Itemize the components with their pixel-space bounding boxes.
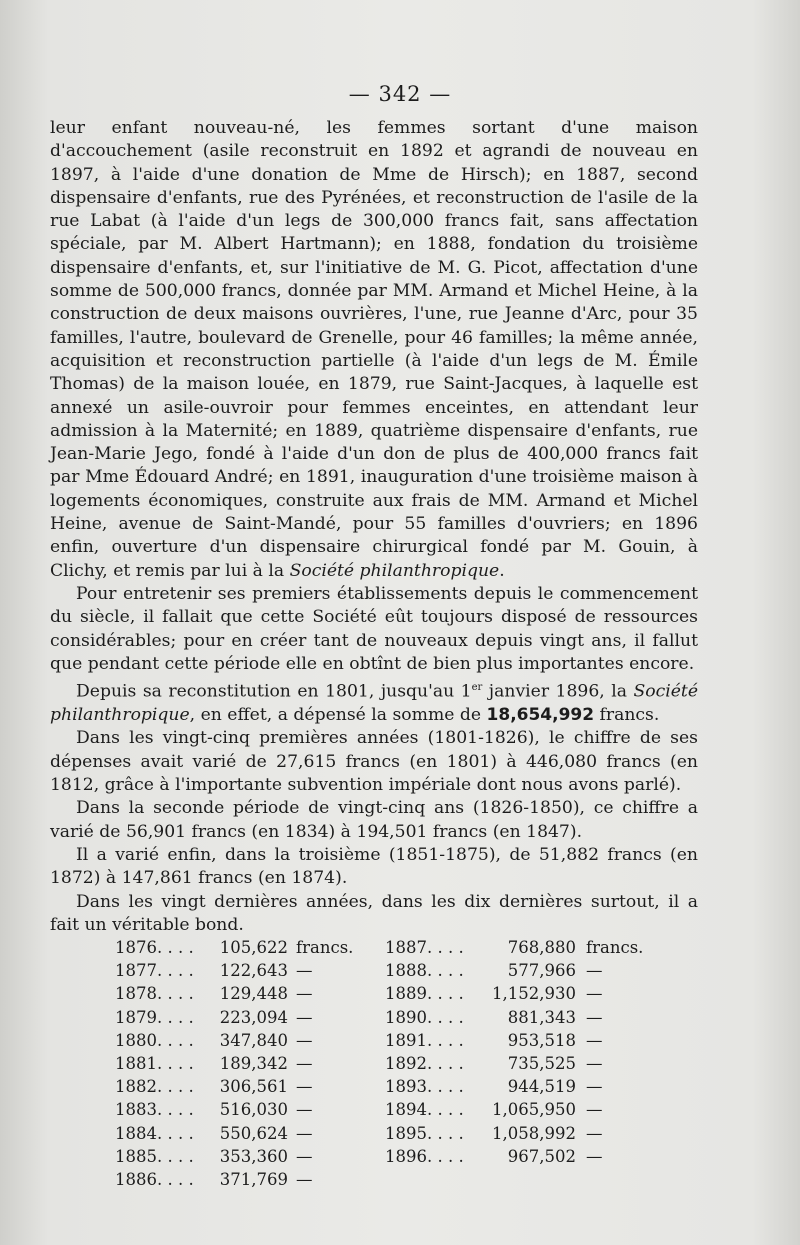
unit-cell: francs.: [296, 938, 354, 957]
table-row: [0, 938, 800, 960]
amount-cell: 516,030: [219, 1100, 288, 1120]
table-row: [0, 1031, 800, 1053]
amount-cell: 953,518: [507, 1030, 576, 1050]
year-cell: 1880. . . .: [115, 1030, 194, 1050]
year-cell: 1894. . . .: [385, 1100, 464, 1120]
year-cell: 1878. . . .: [115, 984, 194, 1004]
paragraph-1: [50, 117, 698, 583]
amount-cell: 577,966: [507, 961, 576, 981]
year-cell: 1893. . . .: [385, 1077, 464, 1097]
table-row: [0, 1170, 800, 1192]
paragraph-2: Pour entretenir ses premiers établissements depuis le commencement du siècle, il fallait que cette Société eût toujours disposé de ressources considérables; pour en créer tant de nouveaux depuis vingt ans, il fallut que pendant cette période elle en obtînt de bien plus importantes encore.: [50, 583, 698, 674]
year-cell: 1876. . . .: [115, 938, 194, 957]
amount-cell: 105,622: [219, 938, 288, 957]
table-row: [0, 1147, 800, 1169]
amount-cell: 129,448: [219, 984, 288, 1004]
unit-cell: —: [296, 1170, 313, 1189]
year-cell: 1890. . . .: [385, 1007, 464, 1027]
table-row: [0, 961, 800, 983]
unit-cell: —: [296, 1123, 313, 1143]
unit-cell: —: [586, 1007, 603, 1027]
unit-cell: —: [586, 1030, 603, 1050]
amount-cell: 944,519: [507, 1077, 576, 1097]
unit-cell: —: [296, 1146, 313, 1166]
year-cell: 1883. . . .: [115, 1100, 194, 1120]
unit-cell: —: [586, 1146, 603, 1166]
unit-cell: —: [296, 1007, 313, 1027]
amount-cell: 735,525: [507, 1054, 576, 1073]
table-row: [0, 1054, 800, 1076]
paragraph-3: [50, 676, 698, 727]
total-amount: 18,654,992: [486, 705, 595, 726]
year-cell: 1879. . . .: [115, 1007, 194, 1027]
amount-cell: 223,094: [219, 1007, 288, 1027]
unit-cell: —: [586, 1077, 603, 1097]
table-row: [0, 1077, 800, 1099]
unit-cell: —: [586, 961, 603, 981]
unit-cell: —: [296, 1077, 313, 1097]
year-cell: 1884. . . .: [115, 1123, 194, 1143]
paragraph-1-end: .: [499, 560, 505, 581]
table-row: [0, 1008, 800, 1030]
amount-cell: 1,058,992: [492, 1123, 576, 1143]
unit-cell: —: [296, 1054, 313, 1073]
amount-cell: 1,065,950: [492, 1100, 576, 1120]
year-cell: 1885. . . .: [115, 1146, 194, 1166]
table-row: [0, 1124, 800, 1146]
amount-cell: 550,624: [219, 1123, 288, 1143]
table-row: [0, 984, 800, 1006]
unit-cell: —: [586, 984, 603, 1004]
paragraph-4: Dans les vingt-cinq premières années (1801-1826), le chiffre de ses dépenses avait varié de 27,615 francs (en 1801) à 446,080 francs (en 1812, grâce à l'importante subvention impériale dont nous avons parlé).: [50, 728, 698, 796]
superscript-er: er: [471, 682, 483, 694]
paragraph-7: Dans les vingt dernières années, dans les dix dernières surtout, il a fait un véritable bond.: [50, 891, 698, 935]
amount-cell: 122,643: [219, 961, 288, 981]
body-text: [50, 117, 698, 937]
table-row: [0, 1100, 800, 1122]
amount-cell: 967,502: [507, 1146, 576, 1166]
paragraph-3-part-b: janvier 1896, la: [482, 681, 634, 702]
year-cell: 1895. . . .: [385, 1123, 464, 1143]
year-cell: 1877. . . .: [115, 961, 194, 981]
year-cell: 1887. . . .: [385, 938, 464, 957]
paragraph-3-part-a: Depuis sa reconstitution en 1801, jusqu'au 1: [76, 681, 472, 702]
amount-cell: 371,769: [219, 1170, 288, 1189]
paragraph-6: Il a varié enfin, dans la troisième (1851-1875), de 51,882 francs (en 1872) à 147,861 francs (en 1874).: [50, 844, 698, 889]
paragraph-3-part-c: , en effet, a dépensé la somme de: [189, 705, 487, 726]
year-cell: 1882. . . .: [115, 1077, 194, 1097]
amount-cell: 768,880: [507, 938, 576, 957]
amount-cell: 306,561: [219, 1077, 288, 1097]
unit-cell: —: [296, 961, 313, 981]
unit-cell: —: [296, 1100, 313, 1120]
year-cell: 1896. . . .: [385, 1146, 464, 1166]
year-cell: 1888. . . .: [385, 961, 464, 981]
amount-cell: 1,152,930: [492, 984, 576, 1004]
unit-cell: —: [586, 1100, 603, 1120]
amount-cell: 347,840: [219, 1030, 288, 1050]
unit-cell: —: [586, 1123, 603, 1143]
page-number: — 342 —: [348, 82, 452, 106]
paragraph-3-part-d: francs.: [594, 705, 660, 726]
year-cell: 1889. . . .: [385, 984, 464, 1004]
year-cell: 1886. . . .: [115, 1170, 194, 1189]
society-name: Société philanthropique: [289, 560, 500, 581]
year-cell: 1892. . . .: [385, 1054, 464, 1073]
unit-cell: —: [296, 1030, 313, 1050]
unit-cell: francs.: [586, 938, 644, 957]
amount-cell: 353,360: [219, 1146, 288, 1166]
amount-cell: 189,342: [219, 1054, 288, 1073]
unit-cell: —: [296, 984, 313, 1004]
paragraph-5: Dans la seconde période de vingt-cinq ans (1826-1850), ce chiffre a varié de 56,901 francs (en 1834) à 194,501 francs (en 1847).: [50, 798, 698, 842]
year-cell: 1881. . . .: [115, 1054, 194, 1073]
unit-cell: —: [586, 1054, 603, 1073]
year-cell: 1891. . . .: [385, 1030, 464, 1050]
society-name-italic: Société philanthropique: [50, 681, 698, 726]
paragraph-1-text: leur enfant nouveau-né, les femmes sortant d'une maison d'accouchement (asile reconstruit en 1892 et agrandi de nouveau en 1897, à l'aide d'une donation de Mme de Hirsch); en 1887, second dispensaire d'enfants, rue des Pyrénées, et reconstruction de l'asile de la rue Labat (à l'aide d'un legs de 300,000 francs fait, sans affectation spéciale, par M. Albert Hartmann); en 1888, fondation du troisième dispensaire d'enfants, et, sur l'initiative de M. G. Picot, affectation d'une somme de 500,000 francs, donnée par MM. Armand et Michel Heine, à la construction de deux maisons ouvrières, l'une, rue Jeanne d'Arc, pour 35 familles, l'autre, boulevard de Grenelle, pour 46 familles; la même année, acquisition et reconstruction partielle (à l'aide d'un legs de M. Émile Thomas) de la maison louée, en 1879, rue Saint-Jacques, à laquelle est annexé un asile-ouvroir pour femmes enceintes, en attendant leur admission à la Maternité; en 1889, quatrième dispensaire d'enfants, rue Jean-Marie Jego, fondé à l'aide d'un don de plus de 400,000 francs fait par Mme Édouard André; en 1891, inauguration d'une troisième maison à logements économiques, construite aux frais de MM. Armand et Michel Heine, avenue de Saint-Mandé, pour 55 familles d'ouvriers; en 1896 enfin, ouverture d'un dispensaire chirurgical fondé par M. Gouin, à Clichy, et remis par lui à la: [50, 118, 698, 581]
amount-cell: 881,343: [507, 1007, 576, 1027]
